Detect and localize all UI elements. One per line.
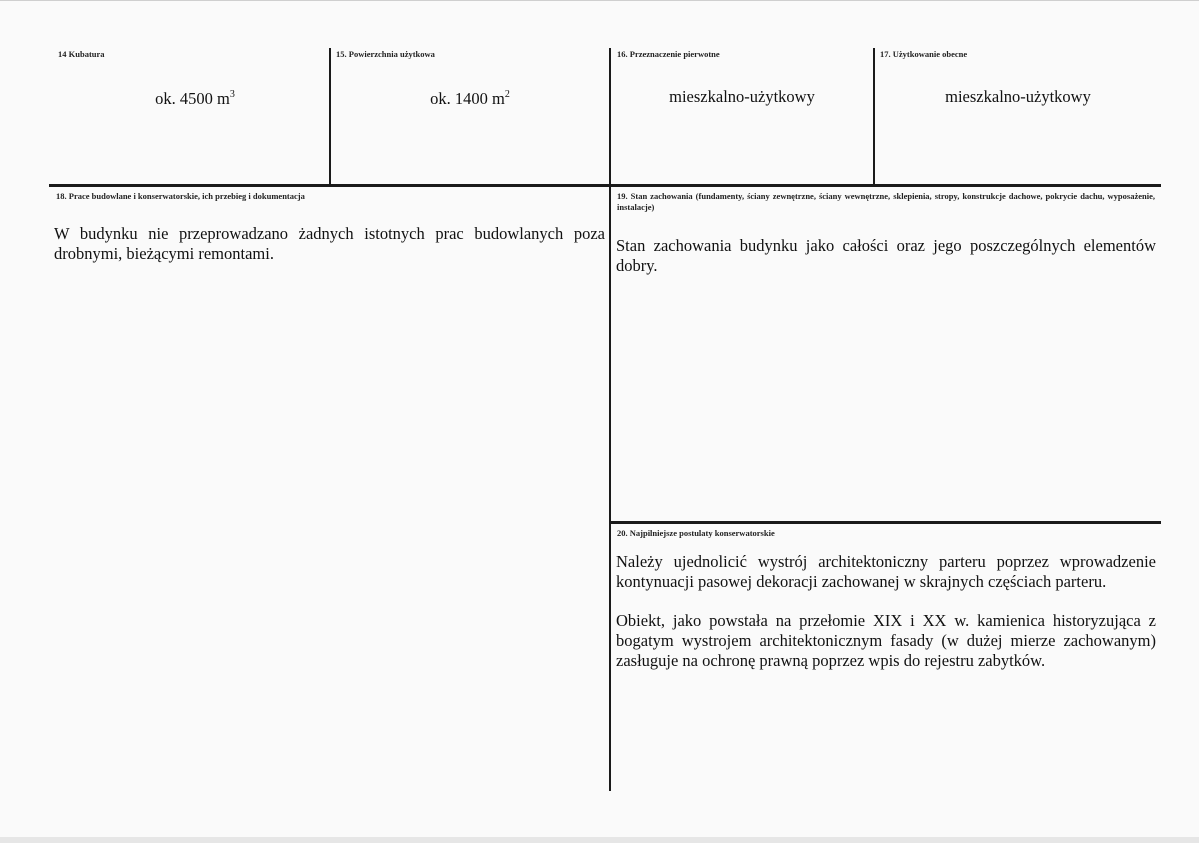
f20-label: 20. Najpilniejsze postulaty konserwatorskie [617,528,775,538]
f20-text-1: Należy ujednolicić wystrój architektoniczny parteru poprzez wprowadzenie kontynuacji pasowej dekoracji zachowanej w skrajnych częściach parteru. [616,552,1156,591]
f15-value [331,89,609,109]
row-divider-top [49,184,1161,187]
f15-label: 15. Powierzchnia użytkowa [336,49,435,59]
f15-unit-exponent: 2 [504,89,510,100]
f18-label: 18. Prace budowlane i konserwatorskie, ich przebieg i dokumentacja [56,191,305,201]
f19-label: 19. Stan zachowania (fundamenty, ściany zewnętrzne, ściany wewnętrzne, sklepienia, stropy, konstrukcje dachowe, pokrycie dachu, wyposażenie, instalacje) [617,191,1155,212]
f18-text: W budynku nie przeprowadzano żadnych istotnych prac budowlanych poza drobnymi, bieżącymi remontami. [54,224,605,263]
divider-f18-f19 [609,187,611,791]
f17-value: mieszkalno-użytkowy [945,87,1091,106]
f16-label: 16. Przeznaczenie pierwotne [617,49,720,59]
divider-f16-f17 [873,48,875,184]
f19-text: Stan zachowania budynku jako całości oraz jego poszczególnych elementów dobry. [616,236,1156,275]
f14-unit-exponent: 3 [229,89,235,100]
f14-value-text: ok. 4500 m [155,89,230,108]
divider-f15-f16 [609,48,611,184]
f14-value [60,89,330,109]
f17-label: 17. Użytkowanie obecne [880,49,968,59]
row-divider-f19-f20 [609,521,1161,524]
f14-label: 14 Kubatura [58,49,105,59]
divider-f14-f15 [329,48,331,184]
f20-text-2: Obiekt, jako powstała na przełomie XIX i XX w. kamienica historyzująca z bogatym wystrojem architektonicznym fasady (w dużej mierze zachowanym) zasługuje na ochronę prawną poprzez wpis do rejestru zabytków. [616,611,1156,670]
f16-value: mieszkalno-użytkowy [669,87,815,106]
f15-value-text: ok. 1400 m [430,89,505,108]
